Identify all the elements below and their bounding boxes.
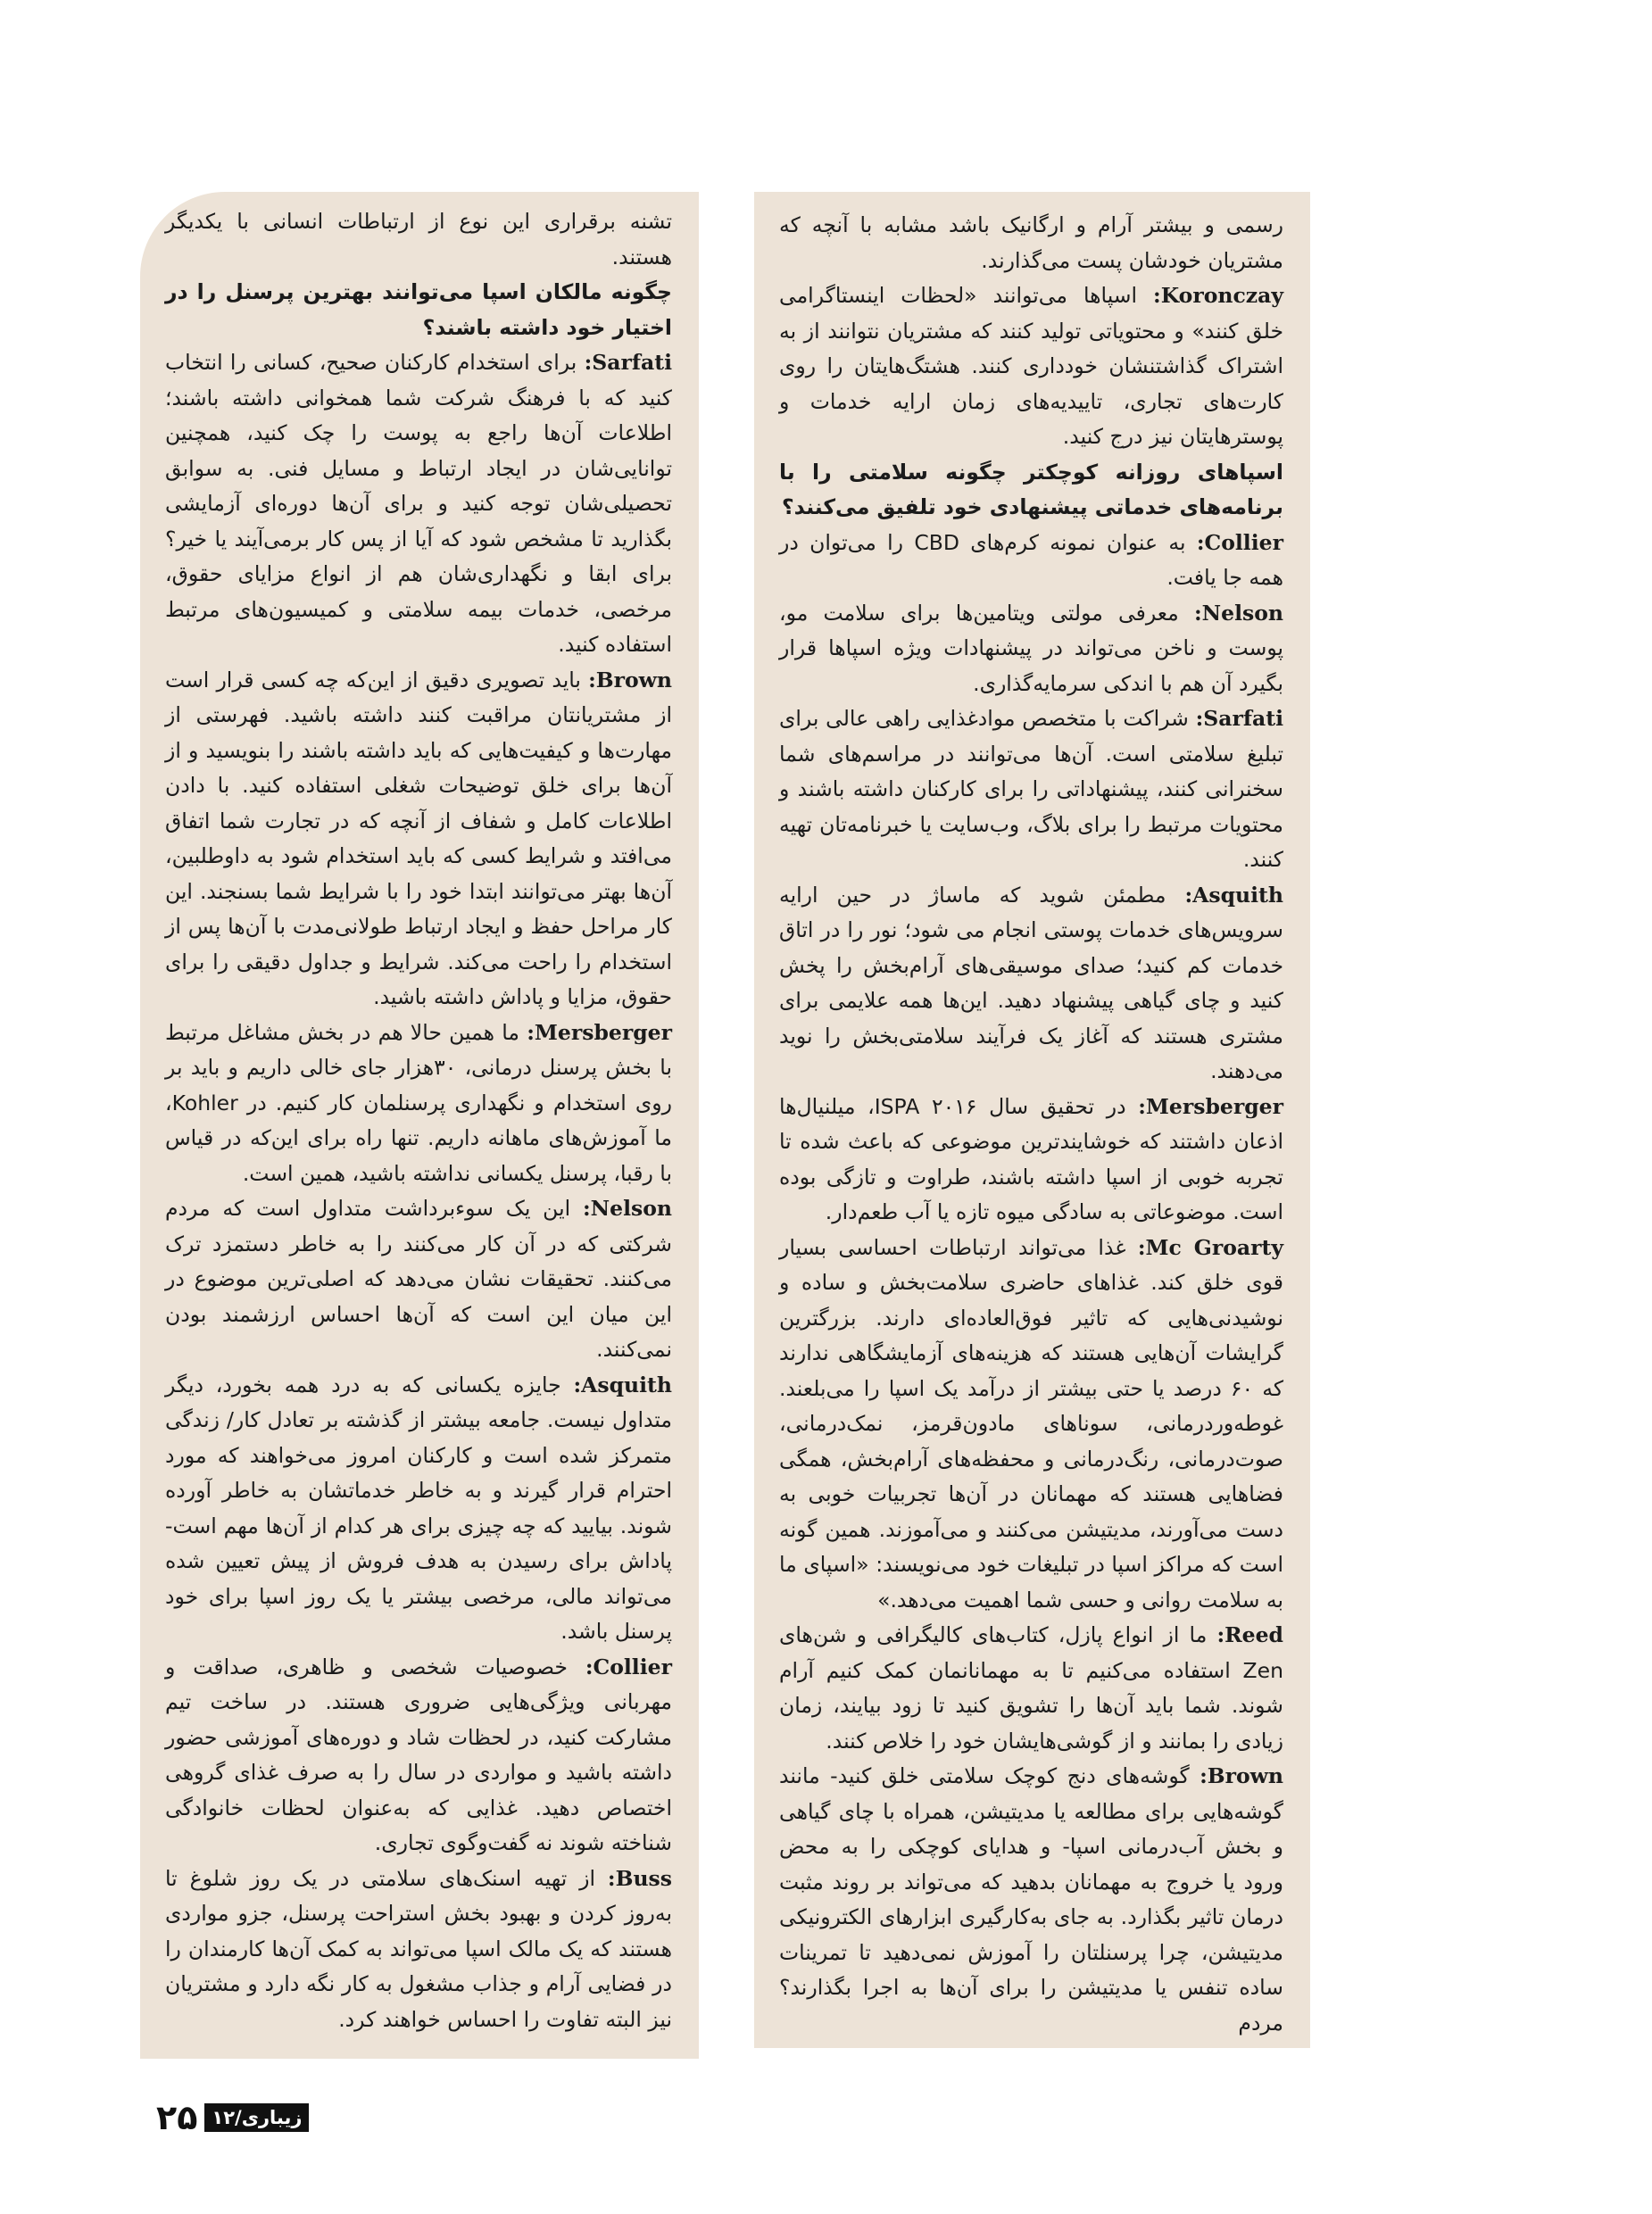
paragraph: رسمی و بیشتر آرام و ارگانیک باشد مشابه با آنچه که مشتریان خودشان پست می‌گذارند. <box>779 212 1283 273</box>
paragraph <box>165 345 672 663</box>
paragraph <box>779 526 1283 596</box>
section-heading: چگونه مالکان اسپا می‌توانند بهترین پرسنل را در اختیار خود داشته باشند؟ <box>165 279 672 340</box>
paragraph-text: خصوصیات شخصی و ظاهری، صداقت و مهربانی ویژگی‌هایی ضروری هستند. در ساخت تیم مشارکت کنید، در لحظات شاد و دوره‌های آموزشی حضور داشته باشید و مواردی در سال را به صرف غذای گروهی اختصاص دهید. غذایی که به‌عنوان لحظات خانوادگی شناخته شوند نه گفت‌وگوی تجاری. <box>165 1654 672 1855</box>
speaker-name: Koronczay: <box>1153 283 1283 308</box>
speaker-name: Brown: <box>588 667 672 692</box>
paragraph <box>779 1759 1283 2041</box>
paragraph-text: ما از انواع پازل، کتاب‌های کالیگرافی و شن‌های Zen استفاده می‌کنیم تا به مهمانانمان کمک کنیم آرام شوند. شما باید آن‌ها را تشویق کنید تا زود بیایند، زمان زیادی را بمانند و از گوشی‌هایشان خود را خلاص کنند. <box>779 1622 1283 1754</box>
paragraph-text: گوشه‌های دنج کوچک سلامتی خلق کنید- مانند گوشه‌هایی برای مطالعه یا مدیتیشن، همراه با چای گیاهی و بخش آب‌درمانی اسپا- و هدایای کوچکی را به محض ورود یا خروج به مهمانان بدهید که می‌تواند بر روند مثبت درمان تاثیر بگذارد. به جای به‌کارگیری ابزارهای الکترونیکی مدیتیشن، چرا پرسنلتان را آموزش نمی‌دهید تا تمرینات ساده تنفس یا مدیتیشن را برای آن‌ها به اجرا بگذارند؟ مردم <box>779 1763 1283 2036</box>
paragraph <box>165 1191 672 1368</box>
paragraph-text: باید تصویری دقیق از این‌که چه کسی قرار است از مشتریانتان مراقبت کنند داشته باشید. فهرستی از مهارت‌ها و کیفیت‌هایی که باید داشته باشند را بنویسید و از آن‌ها برای خلق توضیحات شغلی استفاده کنید. با دادن اطلاعات کامل و شفاف از آنچه که در تجارت شما اتفاق می‌افتد و شرایط کسی که باید استخدام شود به داوطلبین، آن‌ها بهتر می‌توانند ابتدا خود را با شرایط شما بسنجند. این کار مراحل حفظ و ایجاد ارتباط طولانی‌مدت با آن‌ها پس از استخدام را راحت می‌کند. شرایط و جداول دقیقی را برای حقوق، مزایا و پاداش داشته باشید. <box>165 667 672 1009</box>
paragraph <box>779 878 1283 1090</box>
paragraph <box>165 1016 672 1192</box>
speaker-name: Asquith: <box>1184 882 1283 908</box>
paragraph-text: از تهیه اسنک‌های سلامتی در یک روز شلوغ تا به‌روز کردن و بهبود بخش استراحت پرسنل، جزو مواردی هستند که یک مالک اسپا می‌تواند به کمک آن‌ها کارمندان را در فضایی آرام و جذاب مشغول به کار نگه دارد و مشتریان نیز البته تفاوت را احساس خواهند کرد. <box>165 1865 672 2032</box>
paragraph <box>779 596 1283 702</box>
speaker-name: Asquith: <box>573 1372 672 1397</box>
paragraph <box>779 1618 1283 1759</box>
page-footer <box>156 2095 309 2140</box>
paragraph-text: اسپاها می‌توانند «لحظات اینستاگرامی خلق کنند» و محتویاتی تولید کنند که مشتریان نتوانند از به اشتراک گذاشتنشان خودداری کنند. هشتگ‌هایتان را روی کارت‌های تجاری، تاییدیه‌های زمان ارایه خدمات و پوسترهایتان نیز درج کنید. <box>779 283 1283 449</box>
paragraph <box>779 1090 1283 1231</box>
paragraph <box>165 1862 672 2038</box>
paragraph: تشنه برقراری این نوع از ارتباطات انسانی با یکدیگر هستند. <box>165 209 672 269</box>
paragraph-text: معرفی مولتی ویتامین‌ها برای سلامت مو، پوست و ناخن می‌تواند در پیشنهادات ویژه اسپاها قرار بگیرد آن هم با اندکی سرمایه‌گذاری. <box>779 600 1283 696</box>
paragraph-text: در تحقیق سال ۲۰۱۶ ISPA، میلنیال‌ها اذعان داشتند که خوشایندترین موضوعی که باعث شده تا تجربه خوبی از اسپا داشته باشند، طراوت و تازگی بوده است. موضوعاتی به سادگی میوه تازه یا آب طعم‌دار. <box>779 1093 1283 1224</box>
speaker-name: Brown: <box>1200 1763 1283 1788</box>
page-number: ۲۵ <box>156 2098 198 2137</box>
speaker-name: Collier: <box>1196 529 1283 555</box>
paragraph-text: برای استخدام کارکنان صحیح، کسانی را انتخاب کنید که با فرهنگ شرکت شما همخوانی داشته باشند؛ اطلاعات آن‌ها راجع به پوست را چک کنید، همچنین توانایی‌شان در ایجاد ارتباط و مسایل فنی. به سوابق تحصیلی‌شان توجه کنید و برای آن‌ها دوره‌ای آزمایشی بگذارید تا مشخص شود که آیا از پس کار برمی‌آیند یا خیر؟ برای ابقا و نگهداری‌شان هم از انواع مزایای حقوق، مرخصی، خدمات بیمه سلامتی و کمیسیون‌های مرتبط استفاده کنید. <box>165 350 672 657</box>
speaker-name: Nelson: <box>582 1196 672 1221</box>
magazine-badge: زیباری/۱۲ <box>204 2103 309 2132</box>
paragraph-text: مطمئن شوید که ماساژ در حین ارایه سرویس‌های خدمات پوستی انجام می شود؛ نور را در اتاق خدمات کم کنید؛ صدای موسیقی‌های آرام‌بخش را پخش کنید و چای گیاهی پیشنهاد دهید. این‌ها همه علایمی برای مشتری هستند که آغاز یک فرآیند سلامتی‌بخش را نوید می‌دهند. <box>779 882 1283 1083</box>
paragraph <box>165 1650 672 1862</box>
speaker-name: Mersberger: <box>1138 1093 1284 1119</box>
speaker-name: Reed: <box>1216 1622 1283 1647</box>
paragraph <box>779 701 1283 878</box>
left-column <box>140 192 699 2059</box>
paragraph <box>779 1231 1283 1619</box>
speaker-name: Mc Groarty: <box>1137 1234 1284 1260</box>
paragraph-text: شراکت با متخصص موادغذایی راهی عالی برای تبلیغ سلامتی است. آن‌ها می‌توانند در مراسم‌های شما سخنرانی کنند، پیشنهاداتی را برای کارکنان داشته باشند و محتویات مرتبط را برای بلاگ، وب‌سایت یا خبرنامه‌تان تهیه کنند. <box>779 706 1283 872</box>
paragraph <box>779 278 1283 455</box>
paragraph-text: ما همین حالا هم در بخش مشاغل مرتبط با بخش پرسنل درمانی، ۳۰هزار جای خالی داریم و باید بر روی استخدام و نگهداری پرسنلمان کار کنیم. در Kohler، ما آموزش‌های ماهانه داریم. تنها راه برای این‌که در قیاس با رقبا، پرسنل یکسانی نداشته باشید، همین است. <box>165 1019 672 1186</box>
paragraph <box>165 663 672 1016</box>
right-column <box>754 192 1310 2048</box>
speaker-name: Mersberger: <box>527 1019 672 1045</box>
paragraph-text: به عنوان نمونه کرم‌های CBD را می‌توان در همه جا یافت. <box>779 529 1283 590</box>
paragraph-text: غذا می‌تواند ارتباطات احساسی بسیار قوی خلق کند. غذاهای حاضری سلامت‌بخش و ساده و نوشیدنی‌هایی که تاثیر فوق‌العاده‌ای دارند. بزرگترین گرایشات آن‌هایی هستند که هزینه‌های آزمایشگاهی ندارند که ۶۰ درصد یا حتی بیشتر از درآمد یک اسپا را می‌بلعند. غوطه‌وردرمانی، سوناهای مادون‌قرمز، نمک‌درمانی، صوت‌درمانی، رنگ‌درمانی و محفظه‌های آرام‌بخش، همگی فضاهایی هستند که مهمانان در آن‌ها تجربیات خوبی به دست می‌آورند، مدیتیشن می‌کنند و می‌آموزند. همین گونه است که مراکز اسپا در تبلیغات خود می‌نویسند: «اسپای ما به سلامت روانی و حسی شما اهمیت می‌دهد.» <box>779 1234 1284 1613</box>
speaker-name: Nelson: <box>1193 600 1283 626</box>
paragraph <box>165 1368 672 1650</box>
paragraph-text: این یک سوءبرداشت متداول است که مردم شرکتی که در آن کار می‌کنند را به خاطر دستمزد ترک می‌کنند. تحقیقات نشان می‌دهد که اصلی‌ترین موضوع در این میان این است که آن‌ها احساس ارزشمند بودن نمی‌کنند. <box>165 1196 672 1362</box>
speaker-name: Sarfati: <box>1195 706 1283 731</box>
speaker-name: Buss: <box>607 1865 672 1891</box>
paragraph-text: جایزه یکسانی که به درد همه بخورد، دیگر متداول نیست. جامعه بیشتر از گذشته بر تعادل کار/ زندگی متمرکز شده است و کارکنان امروز می‌خواهند که مورد احترام قرار گیرند و به خاطر خدماتشان به خاطر آورده شوند. بیایید که چه چیزی برای هر کدام از آن‌ها مهم است- پاداش برای رسیدن به هدف فروش از پیش تعیین شده می‌تواند مالی، مرخصی بیشتر یا یک روز اسپا برای خود پرسنل باشد. <box>165 1372 672 1644</box>
speaker-name: Sarfati: <box>584 350 672 375</box>
section-heading: اسپاهای روزانه کوچکتر چگونه سلامتی را با برنامه‌های خدماتی پیشنهادی خود تلفیق می‌کنند؟ <box>779 459 1283 519</box>
speaker-name: Collier: <box>585 1654 672 1679</box>
